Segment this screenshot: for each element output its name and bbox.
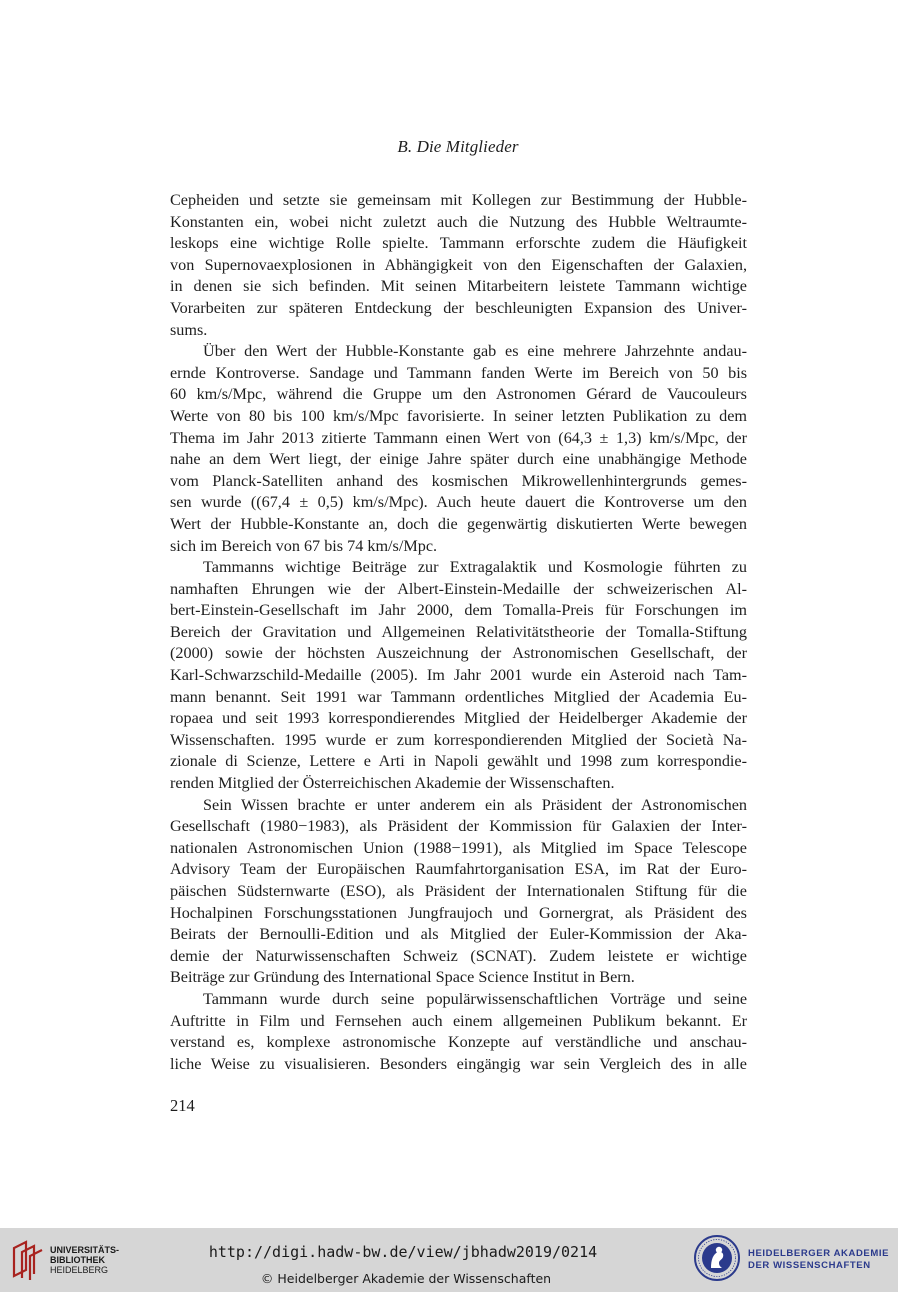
text-line: Vorarbeiten zur späteren Entdeckung der beschleunigten Expansion des Univer- — [170, 298, 747, 317]
text-line: Thema im Jahr 2013 zitierte Tammann einen Wert von (64,3 ± 1,3) km/s/Mpc, der — [170, 428, 747, 447]
text-line: leskops eine wichtige Rolle spielte. Tammann erforschte zudem die Häufigkeit — [170, 234, 747, 253]
text-line: Auftritte in Film und Fernsehen auch einem allgemeinen Publikum bekannt. Er — [170, 1011, 747, 1030]
text-line: päischen Südsternwarte (ESO), als Präsident der Internationalen Stiftung für die — [170, 882, 747, 900]
text-line: Wissenschaften. 1995 wurde er zum korrespondierenden Mitglied der Società Na- — [170, 730, 747, 749]
text-line: Beiträge zur Gründung des International Space Science Institut in Bern. — [170, 968, 635, 987]
text-line: nationalen Astronomischen Union (1988−1991), als Mitglied im Space Telescope — [170, 838, 747, 857]
text-line: Über den Wert der Hubble-Konstante gab es eine mehrere Jahrzehnte andau- — [203, 342, 747, 361]
text-line: Cepheiden und setzte sie gemeinsam mit Kollegen zur Bestimmung der Hubble- — [170, 191, 747, 209]
text-line: mann benannt. Seit 1991 war Tammann ordentliches Mitglied der Academia Eu- — [170, 687, 747, 706]
academy-name — [748, 1248, 889, 1272]
permalink-url[interactable]: http://digi.hadw-bw.de/view/jbhadw2019/0214 — [208, 1243, 598, 1261]
text-line: Konstanten ein, wobei nicht zuletzt auch die Nutzung des Hubble Weltraumte- — [170, 212, 747, 231]
text-line: verstand es, komplexe astronomische Konzepte auf verständliche und anschau- — [170, 1033, 747, 1052]
text-line: Hochalpinen Forschungsstationen Jungfraujoch und Gornergrat, als Präsident des — [170, 903, 747, 922]
academy-name-line: HEIDELBERGER AKADEMIE — [748, 1248, 890, 1259]
footer-bar — [0, 1228, 898, 1292]
running-head: B. Die Mitglieder — [397, 137, 519, 156]
text-line: namhaften Ehrungen wie der Albert-Einstein-Medaille der schweizerischen Al- — [170, 579, 747, 598]
paragraph — [170, 190, 747, 341]
text-line: liche Weise zu visualisieren. Besonders eingängig war sein Vergleich des in alle — [170, 1054, 747, 1073]
text-line: zionale di Scienze, Lettere e Arti in Napoli gewählt und 1998 zum korrespondie- — [170, 752, 747, 771]
academy-name-line: DER WISSENSCHAFTEN — [748, 1260, 871, 1271]
text-line: Tammanns wichtige Beiträge zur Extragalaktik und Kosmologie führten zu — [203, 558, 747, 577]
library-name-line: BIBLIOTHEK — [50, 1255, 105, 1265]
text-line: sich im Bereich von 67 bis 74 km/s/Mpc. — [170, 536, 438, 555]
text-line: sums. — [170, 320, 208, 339]
text-line: Tammann wurde durch seine populärwissenschaftlichen Vorträge und seine — [203, 989, 747, 1008]
paragraph — [170, 557, 747, 795]
text-line: sen wurde ((67,4 ± 0,5) km/s/Mpc). Auch heute dauert die Kontroverse um den — [170, 493, 747, 512]
text-line: ernde Kontroverse. Sandage und Tammann fanden Werte im Bereich von 50 bis — [170, 363, 747, 382]
copyright-notice: © Heidelberger Akademie der Wissenschaften — [260, 1271, 552, 1286]
library-name-line: UNIVERSITÄTS- — [50, 1245, 120, 1255]
paragraph — [170, 795, 747, 989]
text-line: bert-Einstein-Gesellschaft im Jahr 2000, dem Tomalla-Preis für Forschungen im — [170, 601, 747, 620]
text-line: ropaea und seit 1993 korrespondierendes Mitglied der Heidelberger Akademie der — [170, 709, 747, 728]
text-line: von Supernovaexplosionen in Abhängigkeit von den Eigenschaften der Galaxien, — [170, 255, 747, 274]
text-line: (2000) sowie der höchsten Auszeichnung der Astronomischen Gesellschaft, der — [170, 644, 747, 663]
text-line: renden Mitglied der Österreichischen Akademie der Wissenschaften. — [170, 774, 615, 793]
paragraph — [170, 989, 747, 1075]
text-line: Werte von 80 bis 100 km/s/Mpc favorisierte. In seiner letzten Publikation zu dem — [170, 406, 747, 425]
text-line: nahe an dem Wert liegt, der einige Jahre später durch eine unabhängige Methode — [170, 450, 747, 469]
text-line: Bereich der Gravitation und Allgemeinen Relativitätstheorie der Tomalla-Stiftung — [170, 622, 747, 641]
text-line: in denen sie sich befinden. Mit seinen Mitarbeitern leistete Tammann wichtige — [170, 277, 747, 296]
text-line: demie der Naturwissenschaften Schweiz (SCNAT). Zudem leistete er wichtige — [170, 946, 747, 965]
text-line: Beirats der Bernoulli-Edition und als Mitglied der Euler-Kommission der Aka- — [170, 925, 747, 944]
page-number: 214 — [170, 1096, 195, 1115]
library-name-line: HEIDELBERG — [50, 1265, 109, 1275]
text-line: Wert der Hubble-Konstante an, doch die gegenwärtig diskutierten Werte bewegen — [170, 514, 747, 533]
text-line: Advisory Team der Europäischen Raumfahrtorganisation ESA, im Rat der Euro- — [170, 860, 747, 879]
text-line: Karl-Schwarzschild-Medaille (2005). Im Jahr 2001 wurde ein Asteroid nach Tam- — [170, 666, 747, 685]
academy-seal-icon[interactable] — [693, 1234, 741, 1282]
text-line: Sein Wissen brachte er unter anderem ein als Präsident der Astronomischen — [203, 795, 747, 814]
text-line: vom Planck-Satelliten anhand des kosmischen Mikrowellenhintergrunds gemes- — [170, 471, 747, 490]
body-text — [170, 190, 747, 1075]
text-line: 60 km/s/Mpc, während die Gruppe um den Astronomen Gérard de Vaucouleurs — [170, 385, 747, 404]
text-line: Gesellschaft (1980−1983), als Präsident der Kommission für Galaxien der Inter- — [170, 817, 747, 836]
paragraph — [170, 341, 747, 557]
